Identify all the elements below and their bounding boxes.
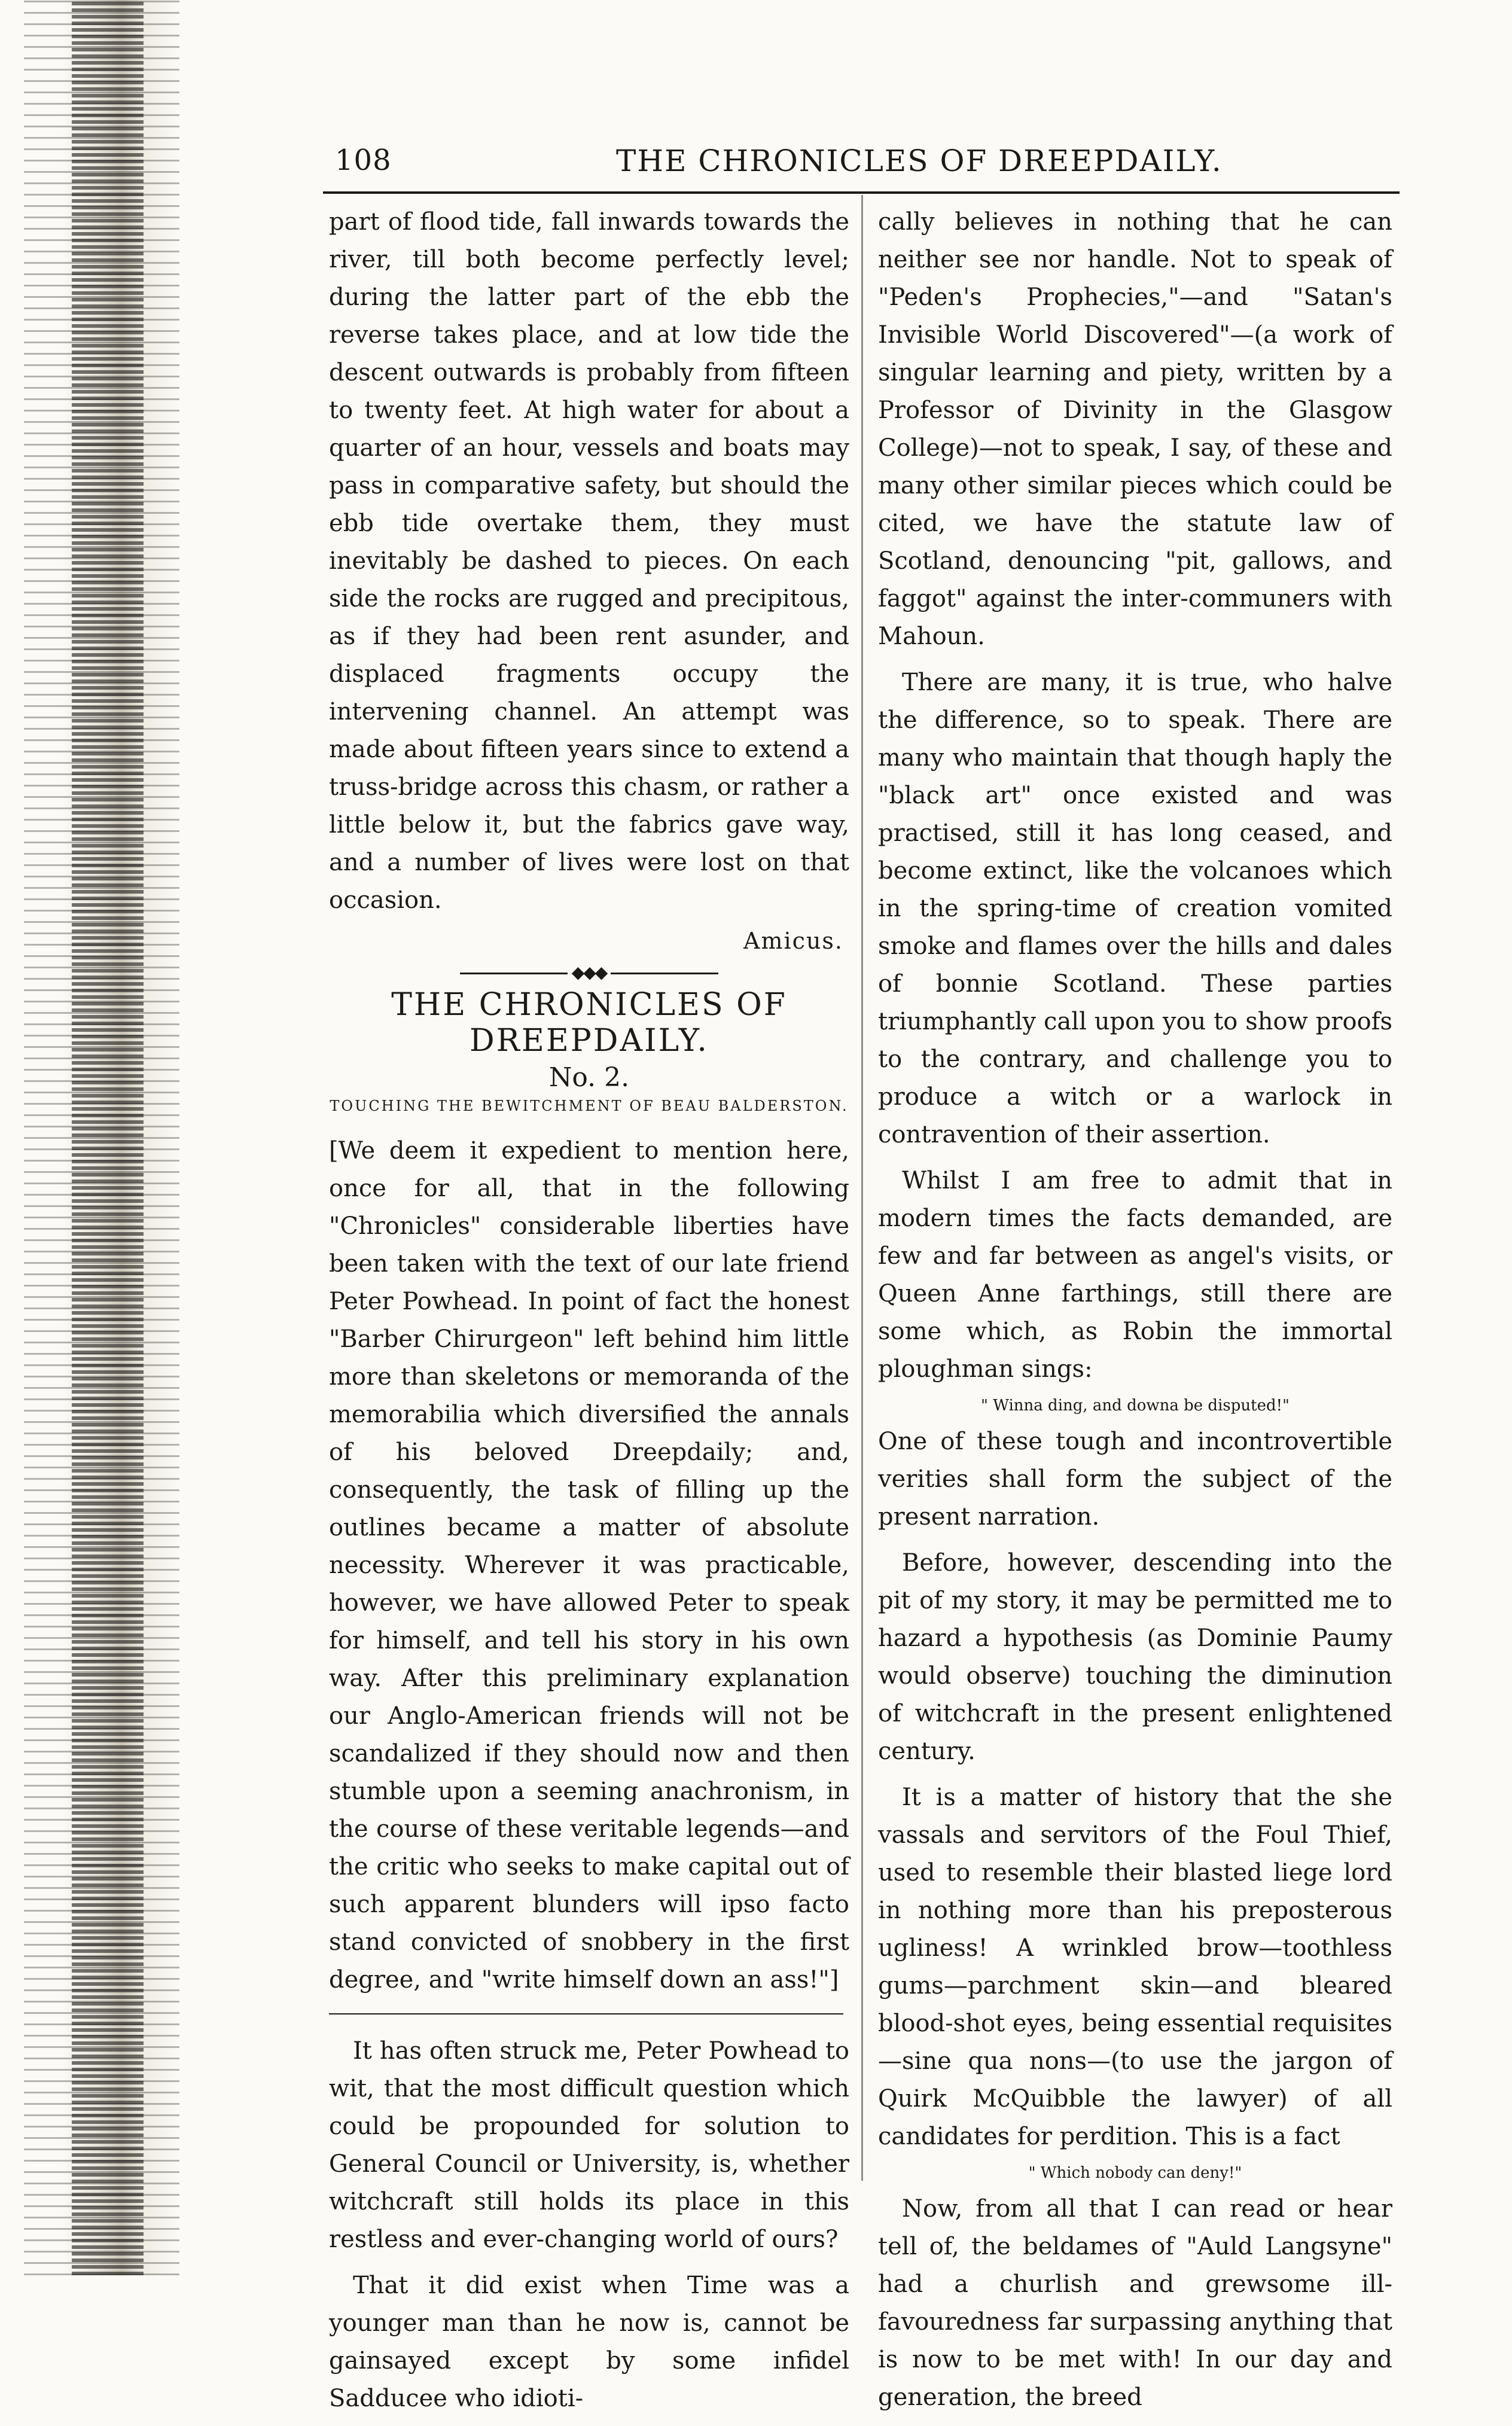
column-divider [861, 195, 863, 2181]
ornament-glyphs: ◆◆◆ [571, 962, 607, 982]
note-rule [329, 2013, 843, 2014]
paragraph: There are many, it is true, who halve the difference, so to speak. There are many who maintain that though haply the "black art" once existed and was practised, still it has long ceased, and become extinct, like the volcanoes which in the spring-time of creation vomited smoke and flames over the hills and dales of bonnie Scotland. These parties triumphantly call upon you to show proofs to the contrary, and challenge you to produce a witch or a warlock in contravention of their assertion. [878, 669, 1392, 1148]
paragraph: cally believes in nothing that he can neither see nor handle. Not to speak of "Peden's Prophecies,"—and "Satan's Invisible World Discovered"—(a work of singular learning and piety, written by a Professor of Divinity in the Glasgow College)—not to speak, I say, of these and many other similar pieces which could be cited, we have the statute law of Scotland, denouncing "pit, gallows, and faggot" against the inter-communers with Mahoun. [878, 208, 1392, 650]
ornament-rule-left [460, 973, 568, 974]
paragraph: It has often struck me, Peter Powhead to wit, that the most difficult question which could be propounded for solution to General Council or University, is, whether witchcraft still holds its place in this restless and ever-changing world of ours? [329, 2037, 849, 2253]
article-number: No. 2. [548, 1062, 630, 1093]
paragraph: Before, however, descending into the pit of my story, it may be permitted me to hazard a hypothesis (as Dominie Paumy would observe) touching the diminution of witchcraft in the present enlightened century. [878, 1549, 1392, 1765]
ornament-rule-right [611, 973, 718, 974]
paragraph: One of these tough and incontrovertible verities shall form the subject of the present narration. [878, 1428, 1392, 1531]
left-column [329, 203, 849, 2426]
continued-paragraph: part of flood tide, fall inwards towards the river, till both become perfectly level; during the latter part of the ebb the reverse takes place, and at low tide the descent outwards is probably from fifteen to twenty feet. At high water for about a quarter of an hour, vessels and boats may pass in comparative safety, but should the ebb tide overtake them, they must inevitably be dashed to pieces. On each side the rocks are rugged and precipitous, as if they had been rent asunder, and displaced fragments occupy the intervening channel. An attempt was made about fifteen years since to extend a truss-bridge across this chasm, or rather a little below it, but the fabrics gave way, and a number of lives were lost on that occasion. [329, 208, 849, 914]
right-column [878, 203, 1392, 2425]
signature: Amicus. [743, 928, 843, 954]
article-subtitle: TOUCHING THE BEWITCHMENT OF BEAU BALDERSTON. [330, 1098, 849, 1114]
verse-quote: " Which nobody can deny!" [1028, 2164, 1242, 2182]
paragraph: That it did exist when Time was a younger man than he now is, cannot be gainsayed except by some infidel Sadducee who idioti- [329, 2272, 849, 2412]
editor-note: [We deem it expedient to mention here, once for all, that in the following "Chronicles" considerable liberties have been taken with the text of our late friend Peter Powhead. In point of fact the honest "Barber Chirurgeon" left behind him little more than skeletons or memoranda of the memorabilia which diversified the annals of his beloved Dreepdaily; and, consequently, the task of filling up the outlines became a matter of absolute necessity. Wherever it was practicable, however, we have allowed Peter to speak for himself, and tell his story in his own way. After this preliminary explanation our Anglo-American friends will not be scandalized if they should now and then stumble upon a seeming anachronism, in the course of these veritable legends—and the critic who seeks to make capital out of such apparent blunders will ipso facto stand convicted of snobbery in the first degree, and "write himself down an ass!"] [329, 1137, 849, 1994]
section-ornament [329, 962, 849, 982]
article-title: THE CHRONICLES OF DREEPDAILY. [391, 987, 787, 1059]
page-number: 108 [335, 144, 392, 177]
verse-quote: " Winna ding, and downa be disputed!" [980, 1397, 1290, 1415]
paragraph: It is a matter of history that the she vassals and servitors of the Foul Thief, used to resemble their blasted liege lord in nothing more than his preposterous ugliness! A wrinkled brow—toothless gums—parchment skin—and bleared blood-shot eyes, being essential requisites—sine qua nons—(to use the jargon of Quirk McQuibble the lawyer) of all candidates for perdition. This is a fact [878, 1784, 1392, 2150]
header-rule [323, 191, 1400, 194]
gutter-scan-shadow [72, 0, 144, 2275]
paragraph: Now, from all that I can read or hear tell of, the beldames of "Auld Langsyne" had a churlish and grewsome ill-favouredness far surpassing anything that is now to be met with! In our day and generation, the breed [878, 2195, 1392, 2411]
running-head: THE CHRONICLES OF DREEPDAILY. [616, 144, 1223, 178]
paragraph: Whilst I am free to admit that in modern times the facts demanded, are few and far between as angel's visits, or Queen Anne farthings, still there are some which, as Robin the immortal ploughman sings: [878, 1167, 1392, 1383]
